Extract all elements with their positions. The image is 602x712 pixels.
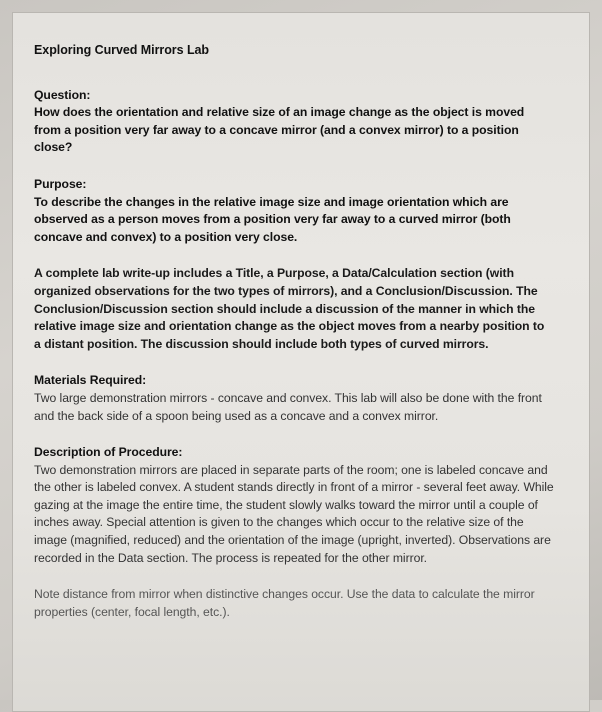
question-text: How does the orientation and relative size of an image change as the object is moved from a position very far away to a concave mirror (and a convex mirror) to a position close? <box>34 105 525 155</box>
materials-text: Two large demonstration mirrors - concave and convex. This lab will also be done with the front and the back side of a spoon being used as a concave and a convex mirror. <box>34 390 542 423</box>
purpose-text: To describe the changes in the relative image size and image orientation which are observed as a person moves from a position very far away to a curved mirror (both concave and convex) to a position very close. <box>34 194 511 244</box>
purpose-heading: Purpose: <box>34 176 87 191</box>
question-heading: Question: <box>34 87 91 102</box>
writeup-paragraph: A complete lab write-up includes a Title, a Purpose, a Data/Calculation section (with organized observations for the two types of mirrors), and a Conclusion/Discussion. The Conclusion/Discussion section should include a discussion of the manner in which the relative image size and orientation change as the object moves from a nearby position to a distant position. The discussion should include both types of curved mirrors. <box>34 266 545 351</box>
document-content <box>34 42 554 621</box>
document-page <box>12 12 590 712</box>
procedure-section <box>34 444 554 567</box>
procedure-text: Two demonstration mirrors are placed in separate parts of the room; one is labeled concave and the other is labeled convex. A student stands directly in front of a mirror - several feet away. While gazing at the image the entire time, the student slowly walks toward the mirror until a couple of inches away. Special attention is given to the changes which occur to the relative size of the image (magnified, reduced) and the orientation of the image (upright, inverted). Observations are recorded in the Data section. The process is repeated for the other mirror. <box>34 462 554 565</box>
question-section <box>34 87 554 157</box>
document-title: Exploring Curved Mirrors Lab <box>34 43 210 57</box>
note-text: Note distance from mirror when distinctive changes occur. Use the data to calculate the mirror properties (center, focal length, etc.). <box>34 587 535 619</box>
materials-section <box>34 372 554 425</box>
materials-heading: Materials Required: <box>34 373 147 388</box>
procedure-heading: Description of Procedure: <box>34 445 183 460</box>
purpose-section <box>34 176 554 246</box>
